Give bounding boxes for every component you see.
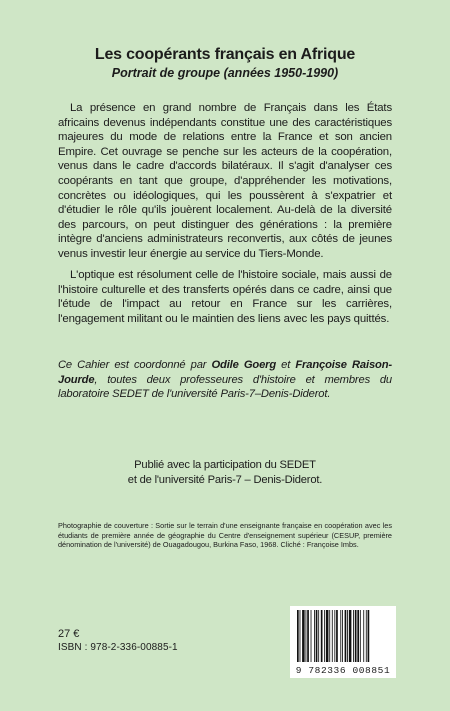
publication-line-1: Publié avec la participation du SEDET [134,459,316,471]
coord-and: et [276,359,296,371]
coord-prefix: Ce Cahier est coordonné par [58,359,212,371]
barcode-icon [296,610,390,662]
publication-note [0,458,450,487]
isbn: ISBN : 978-2-336-00885-1 [58,642,178,653]
coordination-note [58,358,392,402]
barcode-number: 9 782336 008851 [295,665,391,676]
summary-paragraph-1: La présence en grand nombre de Français dans les États africains devenus indépendants constitue une des caractéristiques majeures du mode de relations entre la France et son ancien Empire. Cet ouvrage se penche sur les acteurs de la coopération, venus dans le cadre d'accords bilatéraux. Il s'agit d'analyser ces coopérants en tant que groupe, d'appréhender les motivations, concrètes ou idéologiques, qui les poussèrent à s'expatrier et d'étudier le rôle qu'ils jouèrent localement. Au-delà de la diversité des parcours, on peut distinguer des générations : la première intègre d'anciens administrateurs reconvertis, aux côtés de jeunes venus investir leur énergie au service du Tiers-Monde. [58,102,392,260]
coord-author-2: Françoise Raison-Jourde [58,359,392,386]
price: 27 € [58,628,80,640]
book-subtitle: Portrait de groupe (années 1950-1990) [111,66,339,80]
publication-line-2: et de l'université Paris-7 – Denis-Diderot. [127,473,323,486]
book-title: Les coopérants français en Afrique [94,46,356,63]
photo-credit: Photographie de couverture : Sortie sur le terrain d'une enseignante française en coopération avec les étudiants de première année de géographie du Centre d'enseignement supérieur (CESUP, première dénomination de l'université) de Ouagadougou, Burkina Faso, 1968. Cliché : Françoise Imbs. [58,521,392,550]
summary-paragraph-2: L'optique est résolument celle de l'histoire sociale, mais aussi de l'histoire culturelle et des transferts opérés dans ce cadre, ainsi que l'étude de l'impact au retour en France sur les carrières, l'engagement militant ou le maintien des liens avec les pays quittés. [58,269,392,325]
barcode [290,606,396,678]
coord-author-1: Odile Goerg [211,359,277,371]
coord-suffix: , toutes deux professeures d'histoire et membres du laboratoire SEDET de l'université Paris-7–Denis-Diderot. [58,373,392,401]
